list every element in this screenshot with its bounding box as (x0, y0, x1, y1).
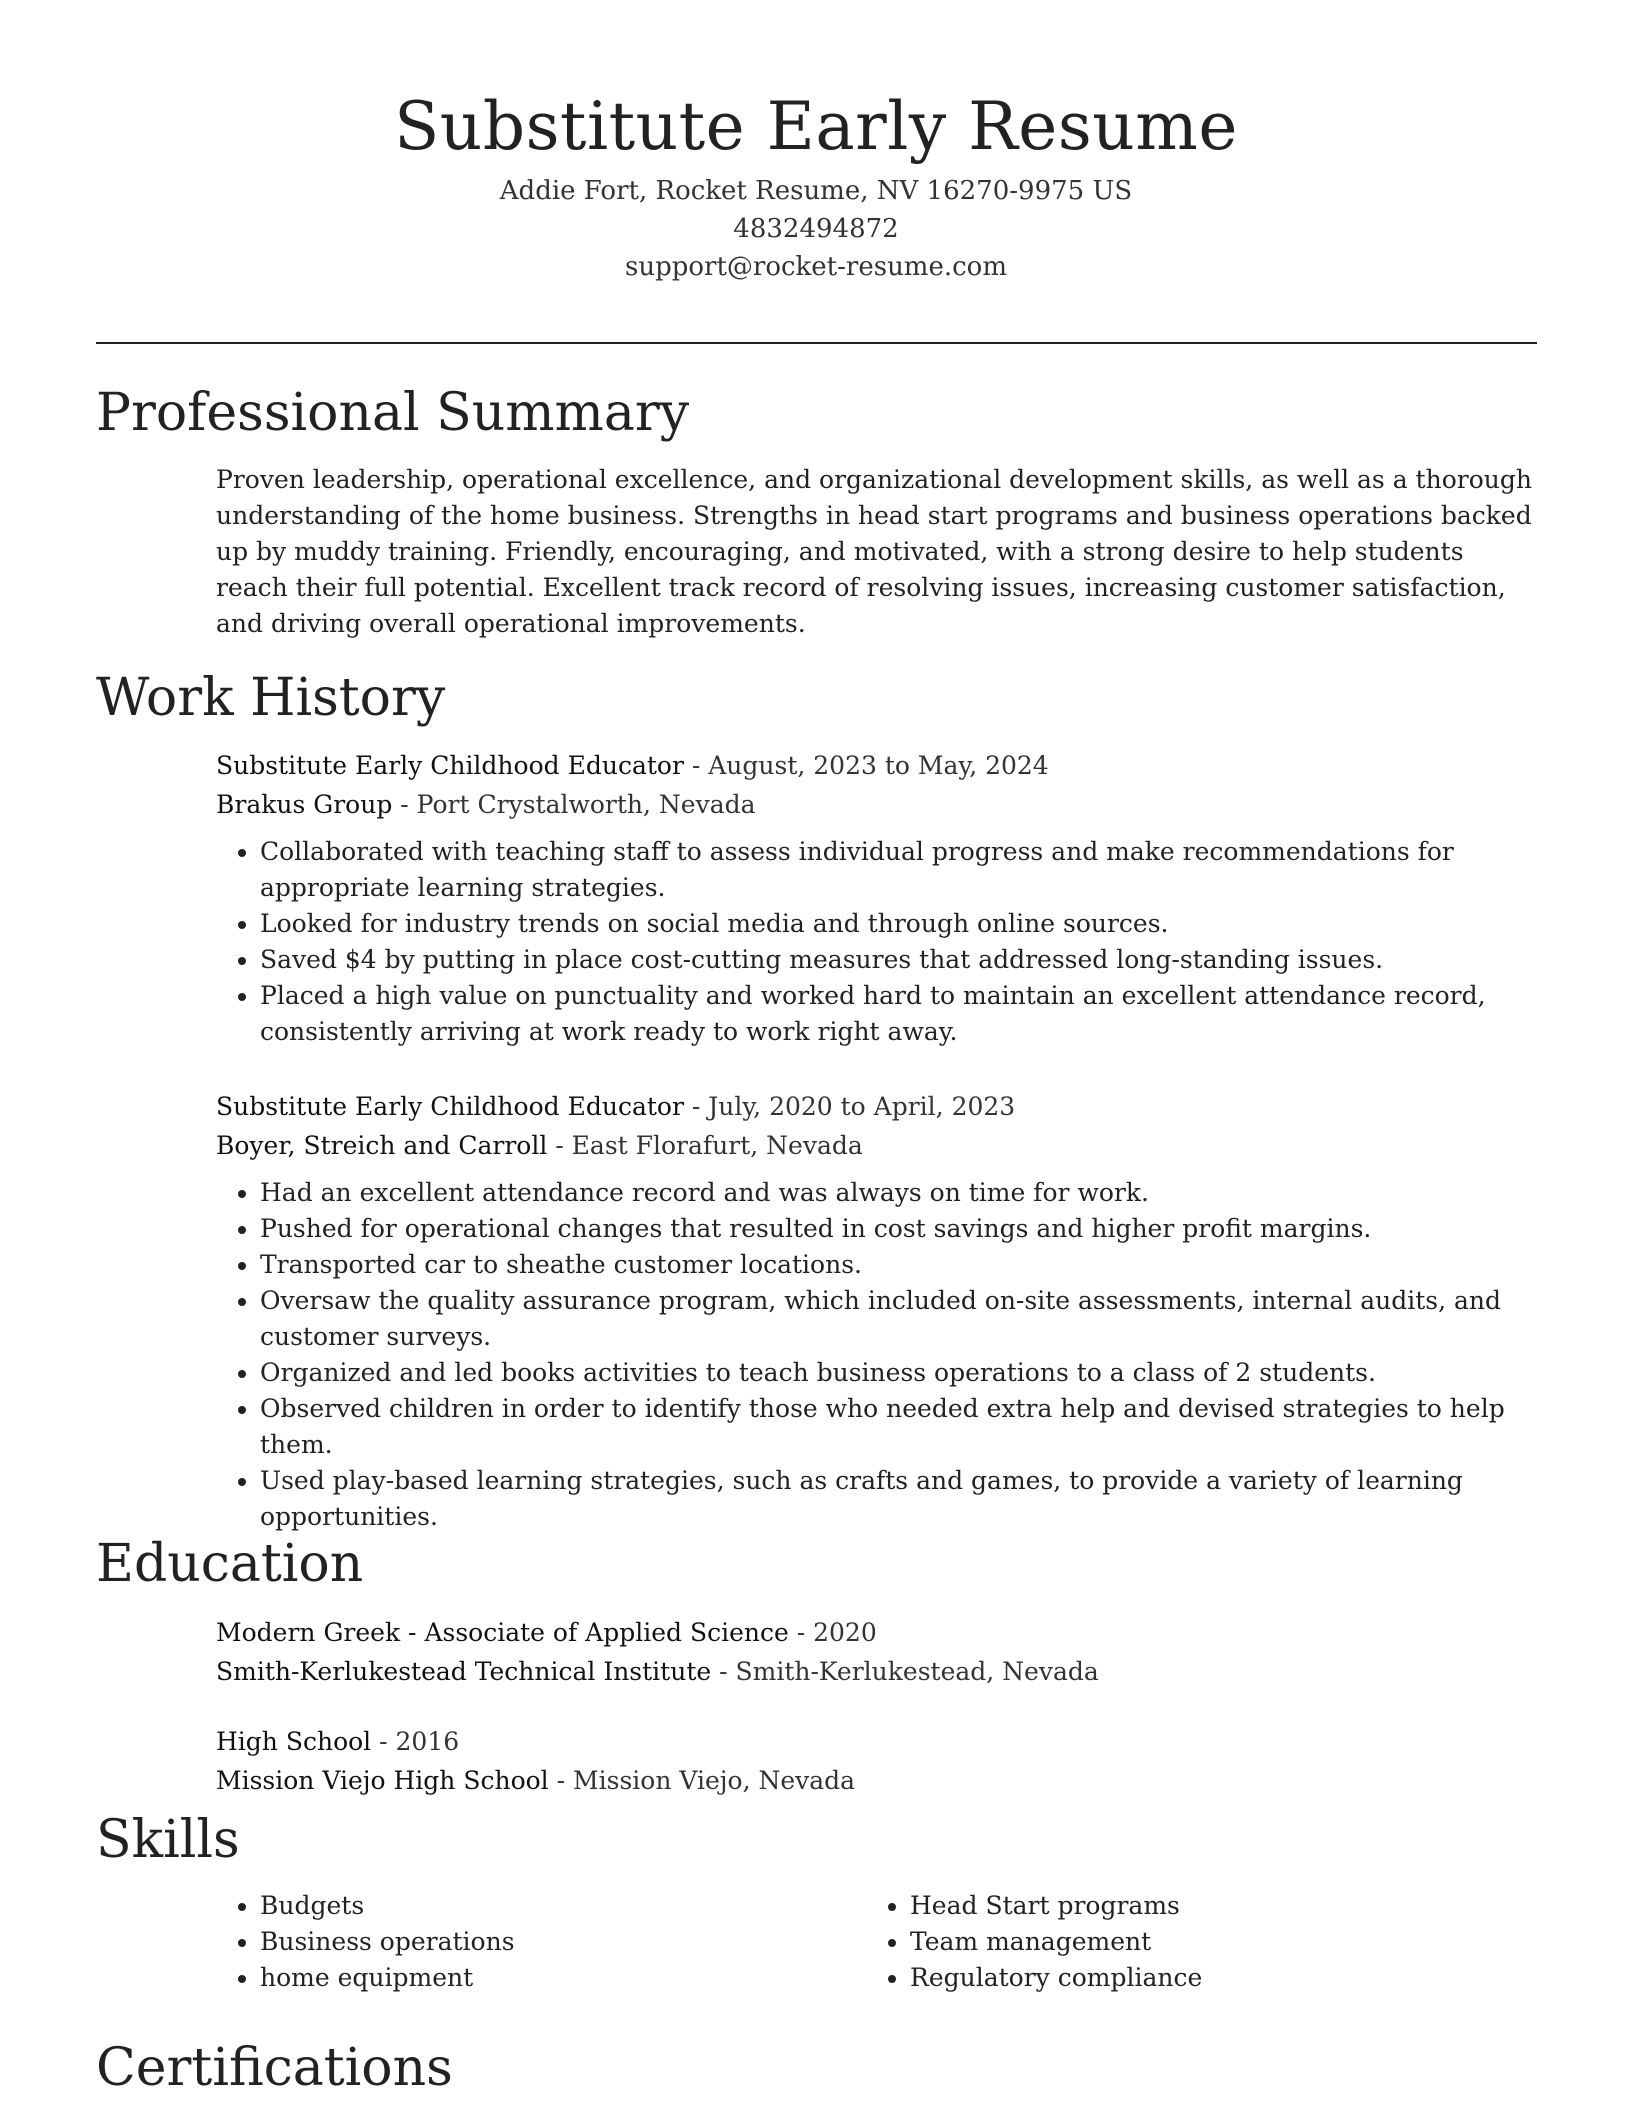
section-heading-certifications: Certifications (96, 2038, 453, 2098)
education-year: - 2020 (788, 1618, 877, 1647)
resume-name: Substitute Early Resume (394, 88, 1238, 165)
job-title-line (216, 1087, 1536, 1126)
contact-phone: 4832494872 (733, 214, 899, 244)
job-entry-2 (216, 1087, 1536, 1535)
job-title-line (216, 746, 1536, 785)
job-company: Boyer, Streich and Carroll (216, 1131, 548, 1160)
education-degree: High School (216, 1727, 372, 1756)
education-location: - Smith-Kerlukestead, Nevada (711, 1657, 1099, 1686)
summary-text: Proven leadership, operational excellence, and organizational development skills, as well as a thorough understanding of the home business. Strengths in head start programs and business operations backed up by muddy training. Friendly, encouraging, and motivated, with a strong desire to help students reach their full potential. Excellent track record of resolving issues, increasing customer satisfaction, and driving overall operational improvements. (216, 465, 1532, 638)
list-item: • Collaborated with teaching staff to assess individual progress and make recommendations for appropriate learning strategies. (260, 834, 1536, 906)
list-item: • Placed a high value on punctuality and worked hard to maintain an excellent attendance record, consistently arriving at work ready to work right away. (260, 978, 1536, 1050)
education-school-line (216, 1761, 1536, 1800)
job-bullets (216, 834, 1536, 1050)
list-item: • Used play-based learning strategies, such as crafts and games, to provide a variety of learning opportunities. (260, 1463, 1536, 1535)
education-year: - 2016 (371, 1727, 460, 1756)
list-item: • home equipment (260, 1960, 860, 1996)
contact-address: Addie Fort, Rocket Resume, NV 16270-9975 US (499, 176, 1133, 206)
list-item: • Oversaw the quality assurance program, which included on-site assessments, internal audits, and customer surveys. (260, 1283, 1536, 1355)
list-item: • Saved $4 by putting in place cost-cutting measures that addressed long-standing issues. (260, 942, 1536, 978)
list-item: • Head Start programs (910, 1888, 1510, 1924)
job-dates: - July, 2020 to April, 2023 (683, 1092, 1016, 1121)
job-location: - Port Crystalworth, Nevada (392, 790, 756, 819)
list-item: • Regulatory compliance (910, 1960, 1510, 1996)
section-heading-skills: Skills (96, 1810, 240, 1870)
summary-section (216, 462, 1536, 642)
education-location: - Mission Viejo, Nevada (548, 1766, 856, 1795)
education-entry-2 (216, 1722, 1536, 1800)
list-item: • Looked for industry trends on social media and through online sources. (260, 906, 1536, 942)
header-divider (96, 342, 1537, 344)
education-school: Smith-Kerlukestead Technical Institute (216, 1657, 712, 1686)
skills-column-1 (216, 1888, 860, 1996)
contact-email: support@rocket-resume.com (624, 252, 1007, 282)
list-item: • Organized and led books activities to teach business operations to a class of 2 students. (260, 1355, 1536, 1391)
section-heading-education: Education (96, 1534, 364, 1594)
list-item: • Business operations (260, 1924, 860, 1960)
education-entry-1 (216, 1613, 1536, 1691)
job-title: Substitute Early Childhood Educator (216, 1092, 684, 1121)
list-item: • Had an excellent attendance record and was always on time for work. (260, 1175, 1536, 1211)
education-school: Mission Viejo High School (216, 1766, 549, 1795)
job-entry-1 (216, 746, 1536, 1050)
resume-header (0, 82, 1632, 286)
section-heading-work: Work History (96, 668, 446, 728)
education-school-line (216, 1652, 1536, 1691)
job-dates: - August, 2023 to May, 2024 (683, 751, 1049, 780)
list-item: • Pushed for operational changes that resulted in cost savings and higher profit margins. (260, 1211, 1536, 1247)
job-title: Substitute Early Childhood Educator (216, 751, 684, 780)
job-bullets (216, 1175, 1536, 1535)
section-heading-summary: Professional Summary (96, 383, 690, 443)
list-item: • Transported car to sheathe customer locations. (260, 1247, 1536, 1283)
job-location: - East Florafurt, Nevada (547, 1131, 863, 1160)
job-org-line (216, 1126, 1536, 1165)
contact-info (0, 172, 1632, 286)
job-org-line (216, 785, 1536, 824)
list-item: • Team management (910, 1924, 1510, 1960)
education-degree: Modern Greek - Associate of Applied Science (216, 1618, 789, 1647)
list-item: • Observed children in order to identify those who needed extra help and devised strategies to help them. (260, 1391, 1536, 1463)
education-degree-line (216, 1722, 1536, 1761)
job-company: Brakus Group (216, 790, 393, 819)
list-item: • Budgets (260, 1888, 860, 1924)
skills-column-2 (866, 1888, 1510, 1996)
education-degree-line (216, 1613, 1536, 1652)
